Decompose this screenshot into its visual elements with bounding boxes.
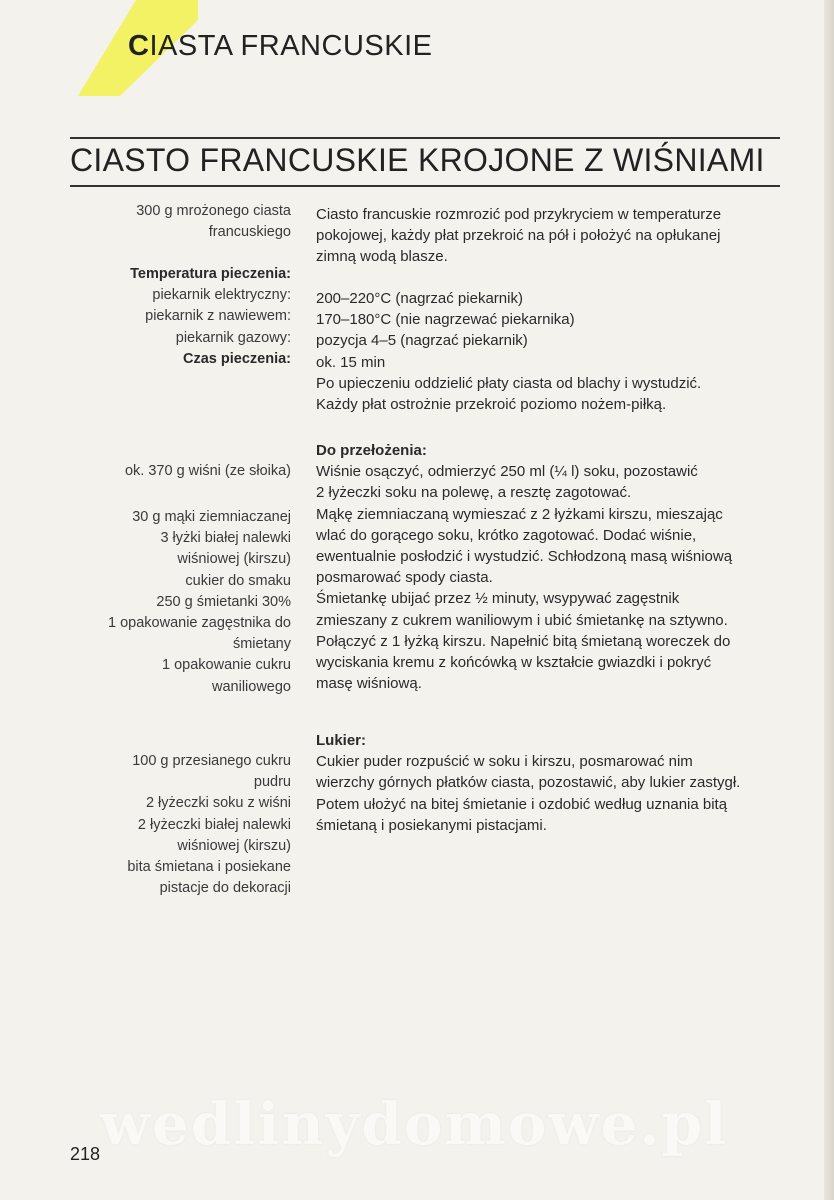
ingredient-line: 100 g przesianego cukru	[132, 753, 291, 769]
instructions-intro	[316, 204, 784, 268]
instruction-line: Cukier puder rozpuścić w soku i kirszu, posmarować nim	[316, 753, 693, 771]
ingredients-icing	[60, 751, 291, 899]
oven-fan-value: 170–180°C (nie nagrzewać piekarnika)	[316, 311, 575, 329]
instruction-line: wyciskania kremu z końcówką w kształcie gwiazdki i pokryć	[316, 654, 712, 672]
ingredients-dough	[60, 201, 291, 243]
instruction-line: pokojowej, każdy płat przekroić na pół i położyć na opłukanej	[316, 227, 721, 245]
oven-fan-label: piekarnik z nawiewem:	[145, 308, 291, 325]
instruction-line: wlać do gorącego soku, krótko zagotować. Dodać wiśnie,	[316, 526, 697, 544]
oven-gas-label: piekarnik gazowy:	[175, 329, 291, 346]
filling-heading: Do przełożenia:	[316, 442, 427, 459]
icing-heading: Lukier:	[316, 732, 367, 749]
instruction-line: zmieszany z cukrem waniliowym i ubić śmietankę na sztywno.	[316, 611, 728, 629]
ingredient-line: 300 g mrożonego ciasta	[136, 203, 291, 219]
instruction-line: ewentualnie posłodzić i wystudzić. Schłodzoną masą wiśniową	[316, 548, 733, 566]
ingredient-line: pistacje do dekoracji	[159, 880, 291, 897]
baking-settings-values	[316, 288, 784, 415]
section-title-initial: C	[128, 30, 150, 62]
temperature-label: Temperatura pieczenia:	[130, 266, 291, 282]
instruction-line: Mąkę ziemniaczaną wymieszać z 2 łyżkami kirszu, mieszając	[316, 505, 723, 523]
watermark: wedlinydomowe.pl	[100, 1090, 729, 1158]
section-title-rest: IASTA FRANCUSKIE	[149, 30, 433, 62]
recipe-title: CIASTO FRANCUSKIE KROJONE Z WIŚNIAMI	[70, 142, 765, 178]
instruction-line: Każdy płat ostrożnie przekroić poziomo nożem-piłką.	[316, 396, 667, 414]
instruction-line: Potem ułożyć na bitej śmietanie i ozdobić według uznania bitą	[316, 795, 728, 813]
baking-time-label: Czas pieczenia:	[183, 350, 291, 367]
ingredient-line: 1 opakowanie zagęstnika do	[108, 615, 291, 632]
oven-electric-label: piekarnik elektryczny:	[152, 287, 291, 304]
ingredient-line: 30 g mąki ziemniaczanej	[132, 509, 291, 525]
title-rule-bottom	[70, 185, 780, 187]
instruction-line: Wiśnie osączyć, odmierzyć 250 ml (¼ l) soku, pozostawić	[316, 463, 698, 481]
ingredient-line: wiśniowej (kirszu)	[177, 837, 291, 854]
ingredient-line: bita śmietana i posiekane	[127, 859, 291, 876]
ingredient-line: 2 łyżeczki białej nalewki	[137, 816, 291, 833]
instructions-filling	[316, 440, 784, 694]
ingredient-line: cukier do smaku	[185, 572, 291, 589]
page-number: 218	[70, 1144, 101, 1164]
instruction-line: masę wiśniową.	[316, 675, 422, 693]
baking-time-value: ok. 15 min	[316, 353, 386, 371]
ingredients-filling	[60, 507, 291, 698]
ingredient-line: pudru	[253, 774, 291, 791]
ingredient-line: 250 g śmietanki 30%	[156, 593, 291, 610]
page-edge-shadow	[824, 0, 834, 1200]
baking-settings-labels	[60, 264, 291, 370]
instruction-line: posmarować spody ciasta.	[316, 569, 493, 587]
instruction-line: Po upieczeniu oddzielić płaty ciasta od blachy i wystudzić.	[316, 374, 702, 392]
instructions-icing	[316, 730, 784, 836]
ingredient-line: ok. 370 g wiśni (ze słoika)	[124, 463, 291, 479]
ingredient-line: francuskiego	[208, 224, 291, 241]
ingredient-line: waniliowego	[212, 678, 291, 695]
instruction-line: Śmietankę ubijać przez ½ minuty, wsypywać zagęstnik	[316, 590, 680, 608]
instruction-line: 2 łyżeczki soku na polewę, a resztę zagotować.	[316, 484, 632, 502]
instruction-line: śmietaną i posiekanymi pistacjami.	[316, 816, 547, 834]
section-title	[128, 30, 432, 63]
title-rule-top	[70, 137, 780, 139]
ingredient-line: śmietany	[232, 636, 291, 653]
ingredient-line: 2 łyżeczki soku z wiśni	[145, 795, 291, 812]
ingredient-line: 1 opakowanie cukru	[162, 657, 291, 674]
oven-gas-value: pozycja 4–5 (nagrzać piekarnik)	[316, 332, 528, 350]
ingredient-line: wiśniowej (kirszu)	[177, 551, 291, 568]
instruction-line: zimną wodą blasze.	[316, 248, 448, 266]
oven-electric-value: 200–220°C (nagrzać piekarnik)	[316, 290, 523, 307]
ingredients-cherries	[60, 461, 291, 482]
instruction-line: Połączyć z 1 łyżką kirszu. Napełnić bitą śmietaną woreczek do	[316, 632, 731, 650]
instruction-line: Ciasto francuskie rozmrozić pod przykryciem w temperaturze	[316, 206, 722, 223]
ingredient-line: 3 łyżki białej nalewki	[160, 530, 291, 547]
instruction-line: wierzchy górnych płatków ciasta, pozostawić, aby lukier zastygł.	[316, 774, 741, 792]
